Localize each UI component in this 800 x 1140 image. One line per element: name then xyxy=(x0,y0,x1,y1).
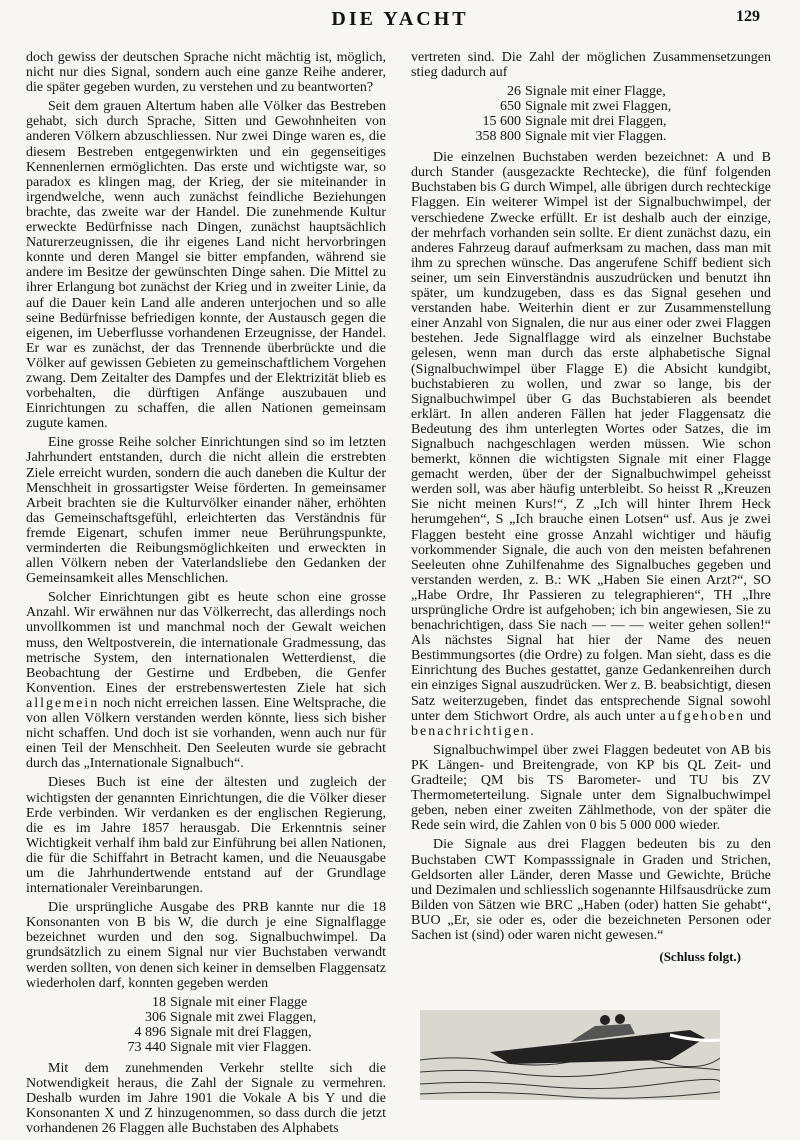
page-number: 129 xyxy=(736,8,760,25)
paragraph: vertreten sind. Die Zahl der möglichen Zusammensetzungen stieg dadurch auf xyxy=(411,50,771,81)
paragraph: Die Signale aus drei Flaggen bedeuten bis zu den Buchstaben CWT Kompasssignale in Graden und Strichen, Geldsorten aller Länder, deren Masse und Gewichte, Brüche und Dezimalen und schliesslich sogenannte Hilfsausdrücke zum Bilden von Sätzen wie BRC „Haben (oder) hatten Sie gehabt“, BUO „Er, sie oder es, oder die bezeichneten Personen oder Sachen ist (sind) oder waren nicht gewesen.“ xyxy=(411,837,772,943)
journal-title: DIE YACHT xyxy=(331,8,469,30)
table-row: 358 800 Signale mit vier Flaggen. xyxy=(475,129,667,145)
paragraph: Die ursprüngliche Ausgabe des PRB kannte nur die 18 Konsonanten von B bis W, die durch je eine Signalflagge bezeichnet wurden und den sog. Signalbuchwimpel. Da grundsätzlich zu einem Signal nur vier Buchstaben verwandt werden sollten, von denen sich keiner in demselben Flaggensatz wiederholen darf, konnten gegeben werden xyxy=(26,900,386,991)
table-row: 73 440 Signale mit vier Flaggen. xyxy=(127,1039,312,1055)
table-row: 306 Signale mit zwei Flaggen, xyxy=(145,1009,317,1025)
paragraph: Seit dem grauen Altertum haben alle Völker das Bestreben gehabt, sich durch Sprache, Sitten und Gewohnheiten von anderen Völkern abzuschliessen. Nur zwei Dinge waren es, die diesem Bestreben entgegenwirkten und ein gegenseitiges Kennenlernen ermöglichten. Das erste und wichtigste war, so paradox es klingen mag, der Krieg, der sie miteinander in irgendwelche, wenn auch zunächst feindliche Beziehungen brachte, das zweite war der Handel. Die zunehmende Kultur erweckte Bedürfnisse nach Dingen, zunächst hauptsächlich Naturerzeugnissen, die ihr eigenes Land nicht hervorbringen konnte und deren Mangel sie bitter empfanden, während sie andere im Besitze der gewünschten Dinge sahen. Die Mittel zu ihrer Erlangung bot zunächst der Krieg und in zweiter Linie, da auf die Dauer kein Land alle anderen unterjochen und so alle seine Bedürfnisse befriedigen konnte, der Austausch gegen die eigenen, im Ueberflusse vorhandenen Erzeugnisse, der Handel. Er war es zunächst, der das Trennende überbrückte und die Völker auf gewissen Gebieten zu gemeinschaftlichem Vorgehen zwang. Dem Zeitalter des Dampfes und der Elektrizität blieb es vorbehalten, die dürftigen Anfänge auszubauen und Einrichtungen zu schaffen, die allen Nationen gemeinsam zugute kamen. xyxy=(26,99,386,432)
signal-count-table xyxy=(96,995,320,1055)
paragraph: Die einzelnen Buchstaben werden bezeichnet: A und B durch Stander (ausgezackte Rechtecke), die fünf folgenden Buchstaben bis G durch Wimpel, alle übrigen durch rechteckige Flaggen. Ein weiterer Wimpel ist der Signalbuchwimpel, der verschiedene Zwecke erfüllt. Er ist deshalb auch der einzige, der mehrfach vorhanden sein sollte. Er dient zunächst dazu, ein anderes Fahrzeug darauf aufmerksam zu machen, dass man mit ihm zu sprechen wünsche. Das angerufene Schiff bedient sich seiner, um sein Einverständnis auszudrücken und benutzt ihn später, um kundzugeben, dass es das Signal gesehen und verstanden habe. Weiterhin dient er zur Zusammenstellung einer Anzahl von Signalen, die nur aus einer oder zwei Flaggen bestehen. Jede Signalflagge wird als einzelner Buchstabe gelesen, wenn man durch das erste alphabetische Signal (Signalbuchwimpel über Flagge E) die Absicht kundgibt, buchstabieren zu wollen, und zwar so lange, bis der Signalbuchwimpel über G das Buchstabieren als beendet erklärt. In allen anderen Fällen hat jeder Flaggensatz die Bedeutung des ihm unterlegten Wortes oder Satzes, die im Signalbuch nachgeschlagen werden müssen. Wie schon bemerkt, können die wichtigsten Signale mit einer Flagge gemacht werden, über der der Signalbuchwimpel geheisst werden soll, was aber häufig unterbleibt. So heisst R „Kreuzen Sie nicht meinen Kurs!“, Z „Ich will hinter Ihrem Heck herumgehen“, S „Ich brauche einen Lotsen“ usf. Aus je zwei Flaggen besteht eine grosse Anzahl wichtiger und häufig vorkommender Signale, die auch von den meisten befahrenen Seeleuten ohne Zuhilfenahme des Signalbuches gegeben und verstanden werden, z. B.: WK „Haben Sie einen Arzt?“, SO „Habe Ordre, Ihr Passieren zu telegraphieren“, TH „Ihre ursprüngliche Ordre ist aufgehoben; ich bin angewiesen, Sie zu benachrichtigen, dass Sie nach — — — weiter gehen sollen!“ Als nächstes Signal hat hier der Name des neuen Bestimmungsortes (die Ordre) zu folgen. Man sieht, dass es die Einrichtung des Buches gestattet, ganze Gedankenreihen durch ein einziges Signal auszudrücken. Wer z. B. beabsichtigt, diesen Satz weiterzugeben, findet das entsprechende Signal sowohl unter dem Stichwort Ordre, als auch unter aufgehoben und benachrichtigen. xyxy=(411,150,771,739)
signal-count-table xyxy=(451,84,675,144)
paragraph: Solcher Einrichtungen gibt es heute schon eine grosse Anzahl. Wir erwähnen nur das Völkerrecht, das allerdings noch unvollkommen ist und manchmal noch der Gewalt weichen muss, den Weltpostverein, die internationale Gradmessung, das metrische System, den internationalen Wetterdienst, die Beobachtung der Gestirne und Erdbeben, die Genfer Konvention. Eines der erstrebenswertesten Ziele hat sich allgemein noch nicht erreichen lassen. Eine Weltsprache, die von allen Völkern verstanden werden könnte, liess sich bisher nicht schaffen. Und doch ist sie vorhanden, wenn auch nur für einen Teil der Menschheit. Den Seeleuten wurde sie gebracht durch das „Internationale Signalbuch“. xyxy=(26,590,386,772)
table-row: 4 896 Signale mit drei Flaggen, xyxy=(134,1024,312,1040)
left-column xyxy=(26,50,386,1140)
spaced-word: allgemein xyxy=(26,695,100,711)
paragraph: Dieses Buch ist eine der ältesten und zugleich der wichtigsten der genannten Einrichtungen, die die Völker dieser Erde verbinden. Wir verdanken es der englischen Regierung, die es im Jahre 1857 herausgab. Die Erkenntnis seiner Wichtigkeit verhalf ihm bald zur Einführung bei allen Nationen, die für die Schiffahrt in Betracht kamen, und die Neuausgabe um die Jahrhundertwende entstand auf der Grundlage internationaler Vereinbarungen. xyxy=(26,775,386,897)
paragraph: Eine grosse Reihe solcher Einrichtungen sind so im letzten Jahrhundert entstanden, durch die nicht allein die erstrebten Ziele erreicht wurden, sondern die auch daneben die Kultur der Menschheit in grossartigster Weise förderten. In gemeinsamer Arbeit brachten sie die Kulturvölker einander näher, erhöhten das Gemeinschaftsgefühl, erleichterten das Verständnis für fremde Eigenart, schufen immer neue Berührungspunkte, verminderten die Reibungsmöglichkeiten und erweckten in allen Völkern neben der Vaterlandsliebe den Gedanken der Gemeinsamkeit alles Menschlichen. xyxy=(26,435,386,587)
motorboat-illustration xyxy=(420,990,720,1100)
table-row: 26 Signale mit einer Flagge, xyxy=(507,84,666,100)
page-header xyxy=(0,6,800,34)
table-row: 18 Signale mit einer Flagge xyxy=(152,994,308,1010)
table-row: 650 Signale mit zwei Flaggen, xyxy=(500,99,672,115)
paragraph: doch gewiss der deutschen Sprache nicht mächtig ist, möglich, nicht nur dies Signal, sondern auch eine ganze Reihe anderer, die später gegeben wurden, zu verstehen und zu beantworten? xyxy=(26,50,386,96)
right-column xyxy=(411,50,771,970)
to-be-continued: (Schluss folgt.) xyxy=(659,949,741,965)
paragraph: Signalbuchwimpel über zwei Flaggen bedeutet von AB bis PK Längen- und Breitengrade, von KP bis QL Zeit- und Gradteile; QM bis TS Barometer- und TU bis ZV Thermometerteilung. Signale unter dem Signalbuchwimpel geben, neben einer zweiten Zählmethode, von der später die Rede sein wird, die Zahlen von 0 bis 5 000 000 wieder. xyxy=(411,742,771,834)
table-row: 15 600 Signale mit drei Flaggen, xyxy=(482,114,667,130)
paragraph: Mit dem zunehmenden Verkehr stellte sich die Notwendigkeit heraus, die Zahl der Signale zu vermehren. Deshalb wurden im Jahre 1901 die Vokale A bis Y und die Konsonanten X und Z hinzugenommen, so dass durch die jetzt vorhandenen 26 Flaggen alle Buchstaben des Alphabets xyxy=(26,1060,386,1137)
